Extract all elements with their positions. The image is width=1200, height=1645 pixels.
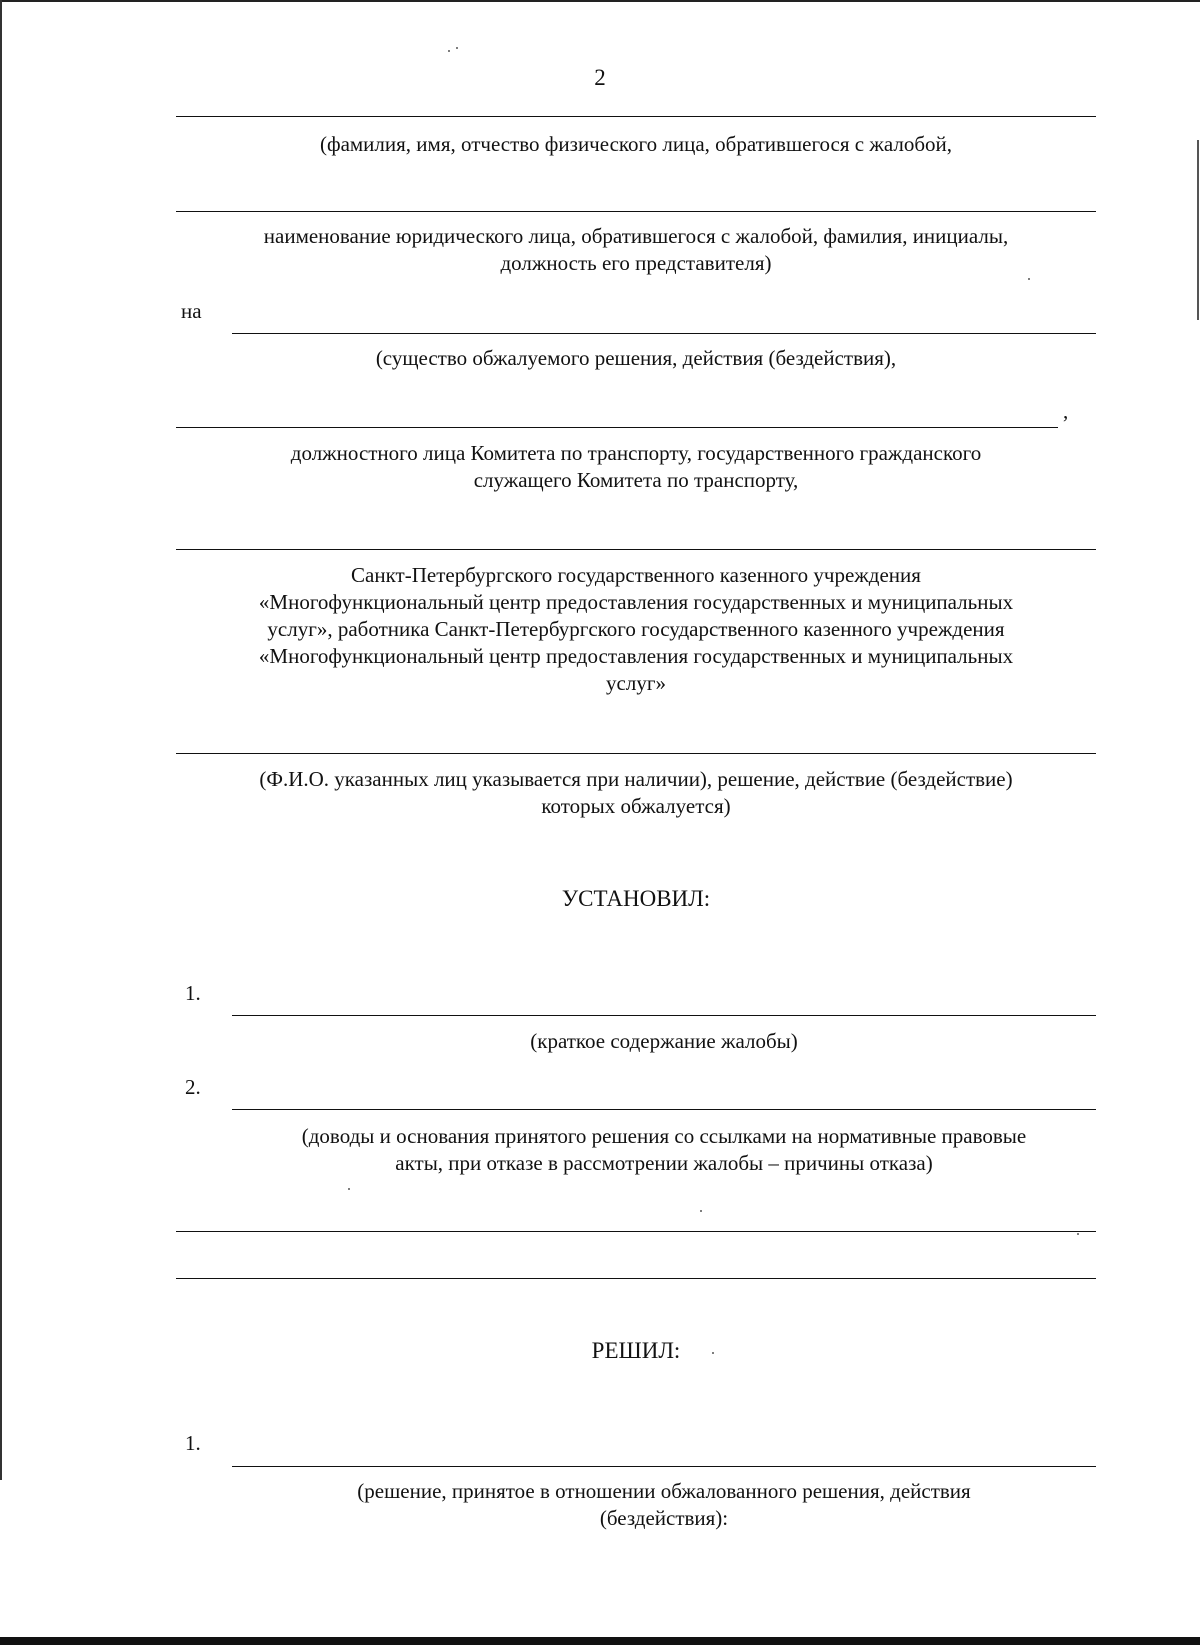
blank-line-official[interactable]	[176, 427, 1058, 428]
blank-line-grounds[interactable]	[232, 1109, 1096, 1110]
decided-item1-number: 1.	[185, 1431, 201, 1455]
caption-decision-taken-2: (бездействия):	[599, 1506, 729, 1530]
caption-official-2: служащего Комитета по транспорту,	[473, 468, 799, 492]
scan-speck	[1028, 278, 1030, 280]
caption-mfc-3: услуг», работника Санкт-Петербургского государственного казенного учреждения	[267, 617, 1005, 641]
blank-line-grounds-extra-2[interactable]	[176, 1278, 1096, 1279]
blank-line-applicant-individual[interactable]	[176, 116, 1096, 117]
blank-line-decision[interactable]	[232, 333, 1096, 334]
blank-line-grounds-extra-1[interactable]	[176, 1231, 1096, 1232]
caption-fio-2: которых обжалуется)	[541, 794, 731, 818]
caption-mfc-2: «Многофункциональный центр предоставления государственных и муниципальных	[258, 590, 1014, 614]
caption-grounds-1: (доводы и основания принятого решения со ссылками на нормативные правовые	[301, 1124, 1027, 1148]
caption-decision: (существо обжалуемого решения, действия (бездействия),	[375, 346, 897, 370]
blank-line-decision-taken[interactable]	[232, 1466, 1096, 1467]
caption-decision-taken-1: (решение, принятое в отношении обжалованного решения, действия	[357, 1479, 971, 1503]
on-label: на	[181, 299, 202, 323]
scan-speck	[700, 1210, 702, 1212]
caption-grounds-2: акты, при отказе в рассмотрении жалобы – причины отказа)	[395, 1151, 933, 1175]
caption-mfc-1: Санкт-Петербургского государственного казенного учреждения	[351, 563, 921, 587]
blank-line-fio[interactable]	[176, 753, 1096, 754]
decided-heading: РЕШИЛ:	[591, 1338, 681, 1363]
established-item1-number: 1.	[185, 981, 201, 1005]
blank-line-complaint-summary[interactable]	[232, 1015, 1096, 1016]
caption-complaint-summary: (краткое содержание жалобы)	[530, 1029, 798, 1053]
established-heading: УСТАНОВИЛ:	[561, 886, 711, 911]
caption-mfc-5: услуг»	[606, 671, 666, 695]
caption-fio-1: (Ф.И.О. указанных лиц указывается при наличии), решение, действие (бездействие)	[259, 767, 1013, 791]
page-number: 2	[594, 65, 606, 90]
caption-official-1: должностного лица Комитета по транспорту, государственного гражданского	[290, 441, 982, 465]
scan-speck	[1077, 1233, 1079, 1235]
scan-edge-top	[0, 0, 1200, 2]
caption-applicant-individual: (фамилия, имя, отчество физического лица, обратившегося с жалобой,	[319, 132, 953, 156]
scan-edge-bottom	[0, 1637, 1200, 1645]
scan-edge-right	[1197, 140, 1199, 320]
scan-speck	[456, 47, 458, 49]
established-item2-number: 2.	[185, 1075, 201, 1099]
scan-speck	[448, 50, 450, 52]
scan-speck	[348, 1188, 350, 1190]
caption-mfc-4: «Многофункциональный центр предоставления государственных и муниципальных	[258, 644, 1014, 668]
caption-applicant-legal-1: наименование юридического лица, обратившегося с жалобой, фамилия, инициалы,	[263, 224, 1009, 248]
blank-line-applicant-legal[interactable]	[176, 211, 1096, 212]
blank-line-mfc[interactable]	[176, 549, 1096, 550]
trailing-comma: ,	[1063, 399, 1069, 423]
scan-edge-left	[0, 0, 2, 1480]
caption-applicant-legal-2: должность его представителя)	[500, 251, 772, 275]
